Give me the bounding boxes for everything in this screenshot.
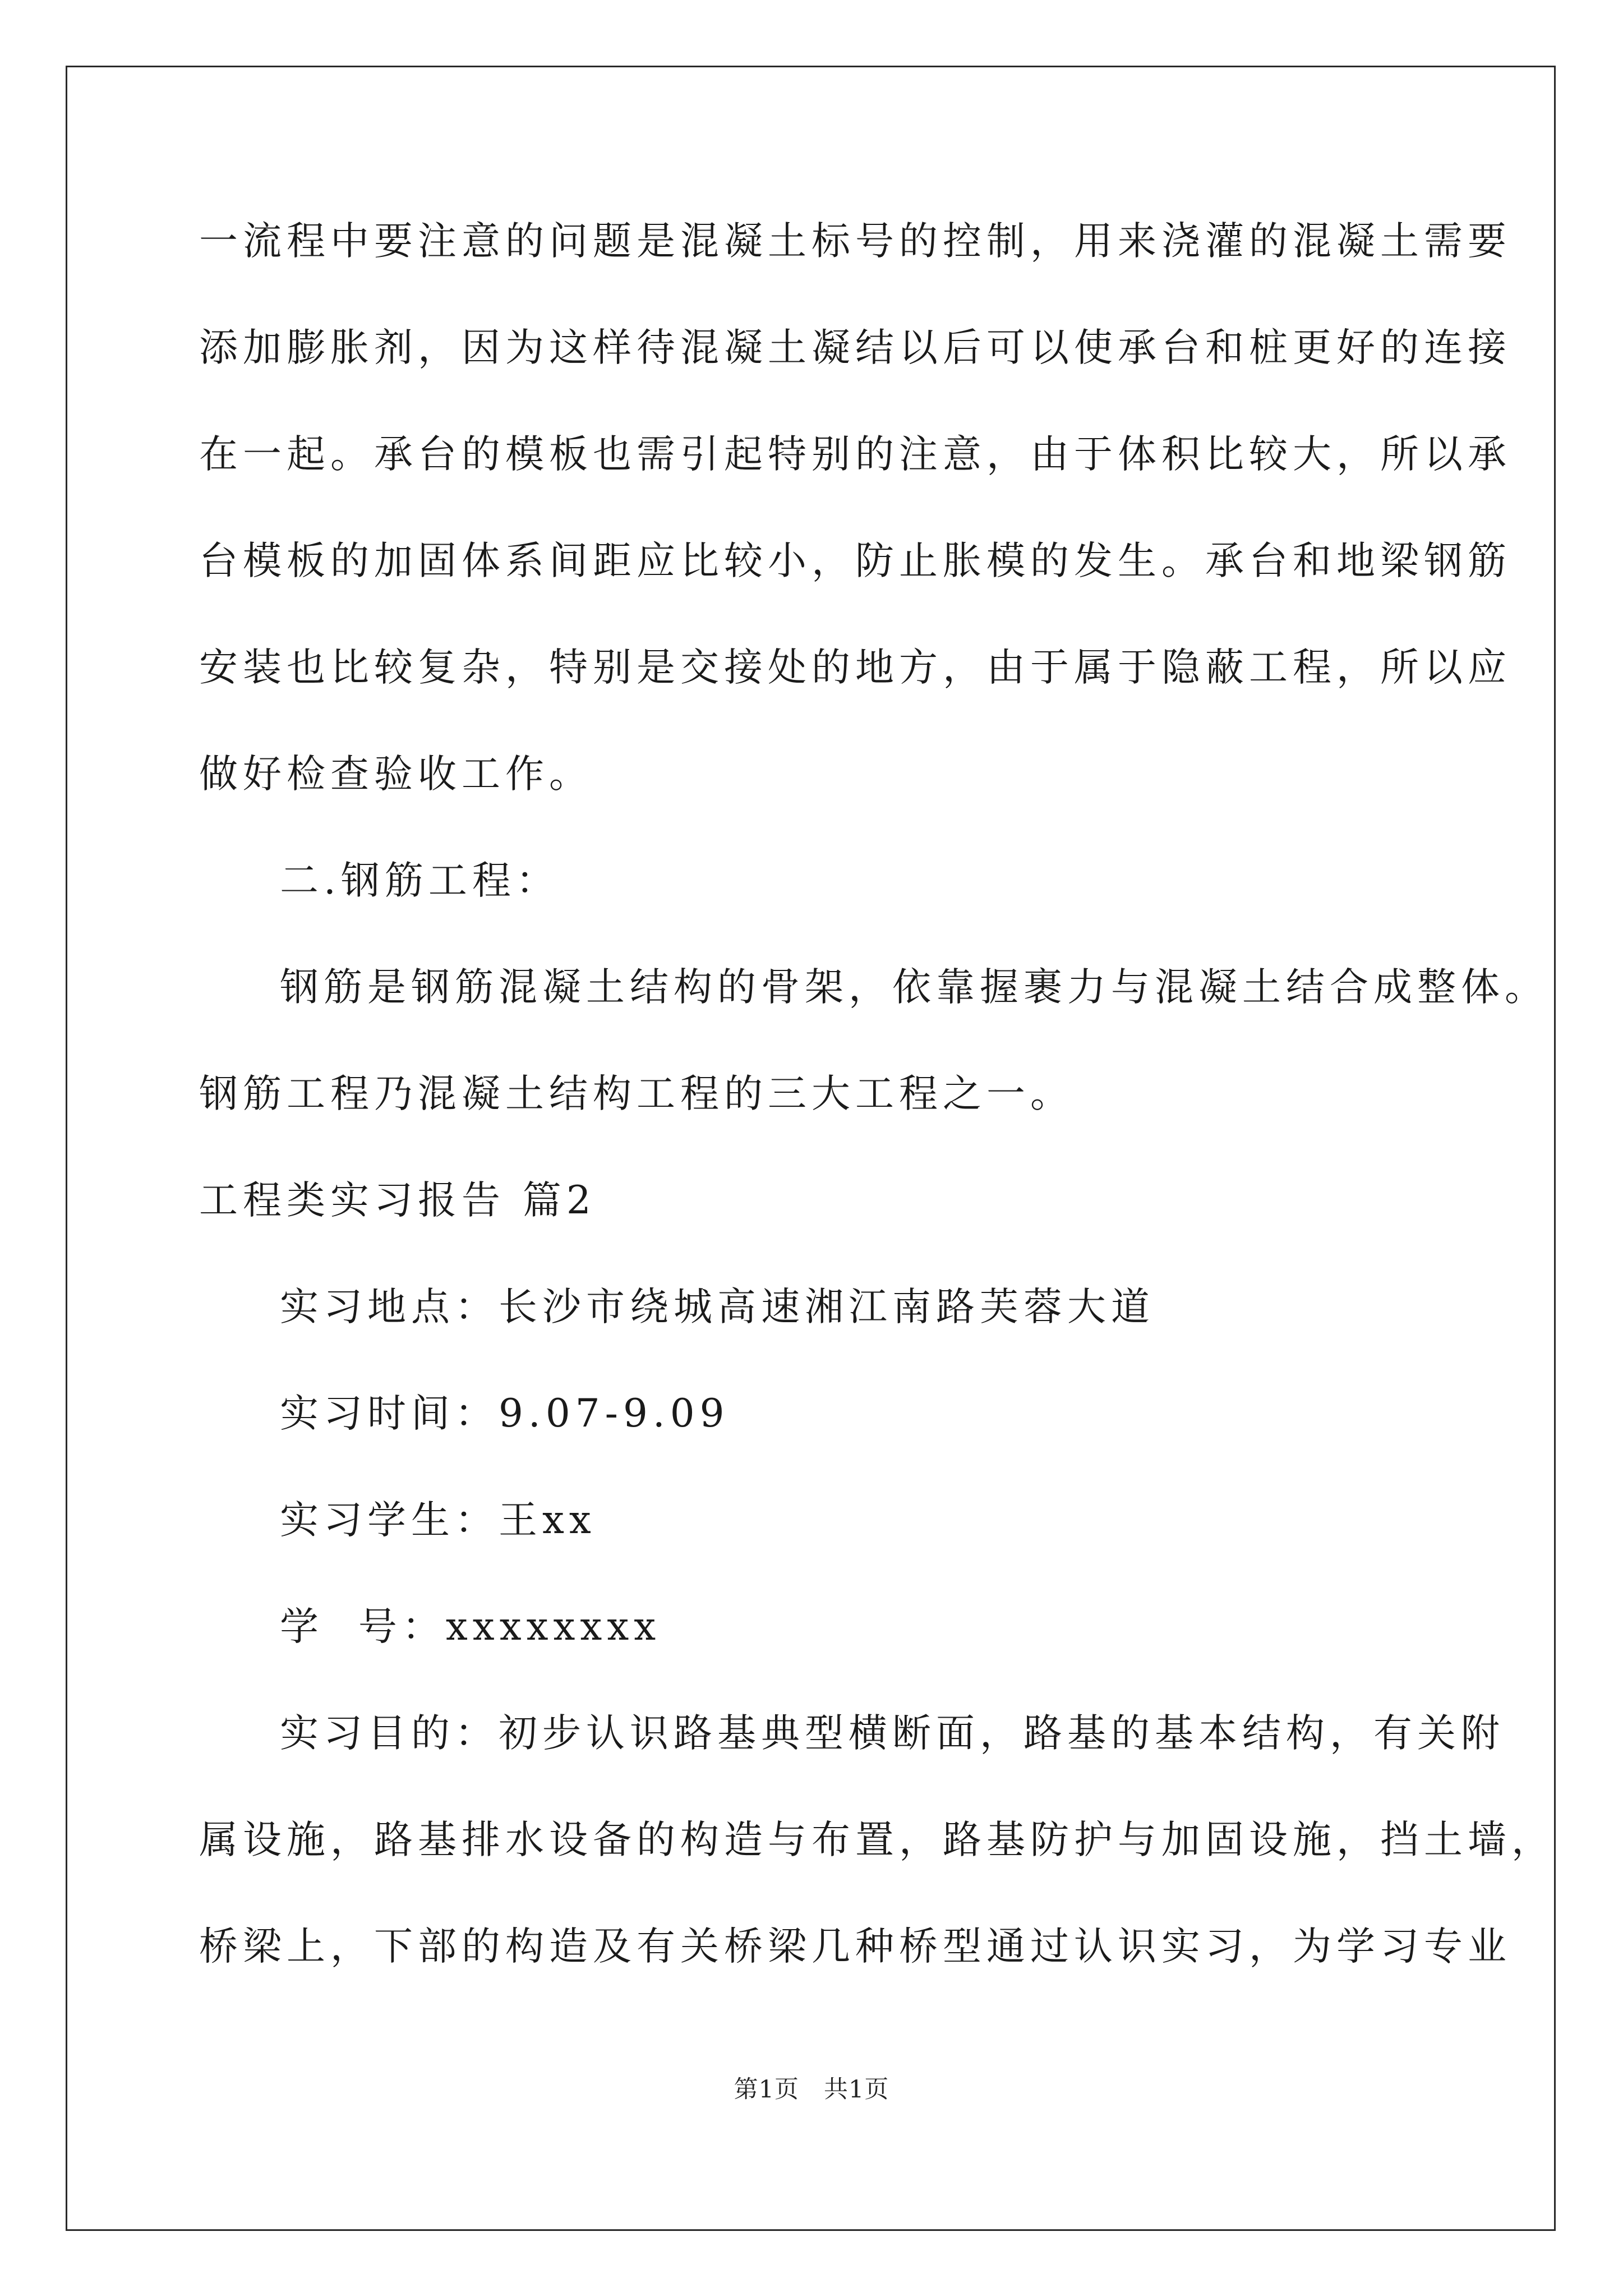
page-number-footer: 第1页 共1页 — [734, 2076, 889, 2104]
paragraph-line: 添加膨胀剂，因为这样待混凝土凝结以后可以使承台和桩更好的连接 — [199, 325, 1511, 370]
paragraph-line: 在一起。承台的模板也需引起特别的注意，由于体积比较大，所以承 — [199, 432, 1511, 477]
section-heading: 二.钢筋工程： — [280, 858, 560, 903]
paragraph-line: 属设施，路基排水设备的构造与布置，路基防护与加固设施，挡土墙， — [199, 1818, 1555, 1862]
info-student: 实习学生：王xx — [280, 1498, 596, 1543]
info-student-id: 学 号：xxxxxxxx — [280, 1604, 661, 1649]
info-time: 实习时间：9.07-9.09 — [280, 1391, 730, 1436]
info-location: 实习地点：长沙市绕城高速湘江南路芙蓉大道 — [280, 1285, 1155, 1329]
paragraph-line: 钢筋工程乃混凝土结构工程的三大工程之一。 — [199, 1071, 1074, 1116]
paragraph-line: 台模板的加固体系间距应比较小，防止胀模的发生。承台和地梁钢筋 — [199, 539, 1511, 583]
paragraph-line: 做好检查验收工作。 — [199, 752, 593, 797]
paragraph-line: 安装也比较复杂，特别是交接处的地方，由于属于隐蔽工程，所以应 — [199, 645, 1511, 690]
page-border — [66, 66, 1556, 2231]
paragraph-line: 桥梁上，下部的构造及有关桥梁几种桥型通过认识实习，为学习专业 — [199, 1924, 1511, 1969]
paragraph-line: 实习目的：初步认识路基典型横断面，路基的基本结构，有关附 — [280, 1711, 1505, 1756]
paragraph-line: 一流程中要注意的问题是混凝土标号的控制，用来浇灌的混凝土需要 — [199, 219, 1511, 264]
paragraph-line: 钢筋是钢筋混凝土结构的骨架，依靠握裹力与混凝土结合成整体。 — [280, 965, 1548, 1010]
article-title: 工程类实习报告 篇2 — [199, 1178, 596, 1223]
